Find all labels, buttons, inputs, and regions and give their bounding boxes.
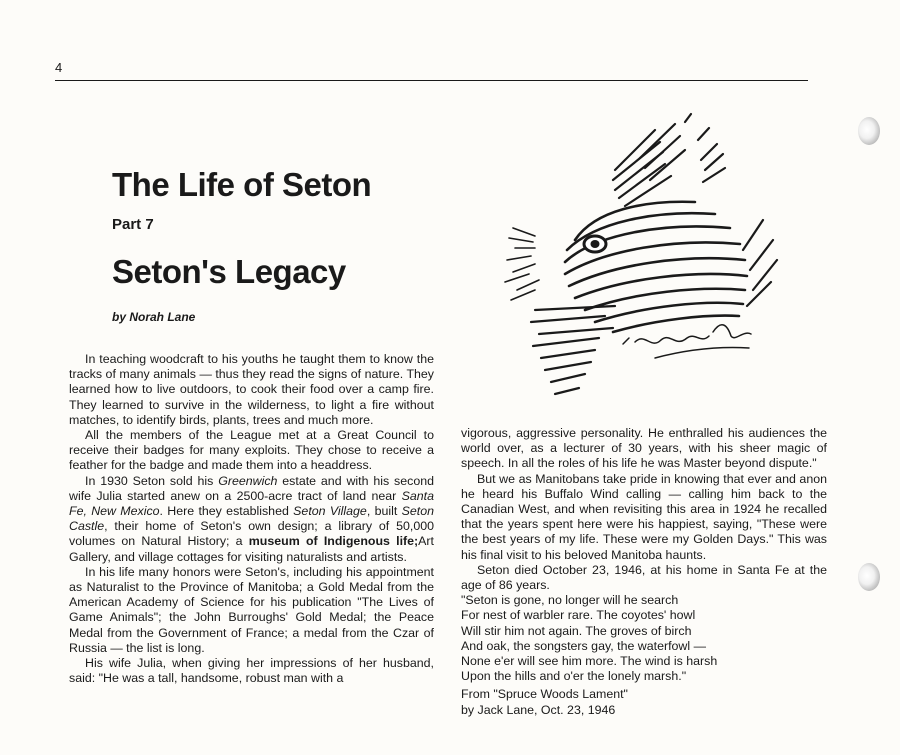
poem-line: "Seton is gone, no longer will he search [461,593,679,608]
article-title: The Life of Seton [112,166,372,203]
poem-line: Will stir him not again. The groves of birch [461,623,692,638]
place-seton-castle: Seton Castle [69,504,434,534]
poem [461,593,827,684]
text-run: estate and with his second wife Julia started anew on a 2500-acre tract of land near [69,473,435,503]
text-run: Art Gallery, and village cottages for visiting naturalists and artists. [69,534,434,564]
paragraph-great-council: All the members of the League met at a Great Council to receive their badges for many exploits. They chose to receive a feather for the badge and made them into a headdress. [69,428,434,473]
place-santa-fe: Santa Fe, New Mexico [69,488,434,519]
header-rule [55,80,808,81]
poem-source: From "Spruce Woods Lament" [461,687,628,702]
paragraph-death: Seton died October 23, 1946, at his home in Santa Fe at the age of 86 years. [461,562,827,593]
article-subtitle: Seton's Legacy [112,253,346,290]
museum-name: museum of Indigenous life; [248,534,419,549]
text-run: , built [366,504,402,519]
left-column [69,352,434,686]
paragraph-julia: His wife Julia, when giving her impressions of her husband, said: "He was a tall, handsome, robust man with a [69,656,434,686]
poem-line: None e'er will see him more. The wind is harsh [461,654,718,669]
poem-line: Upon the hills and o'er the lonely marsh." [461,669,687,684]
paragraph-manitobans: But we as Manitobans take pride in knowing that ever and anon he heard his Buffalo Wind calling — calling him back to the Canadian West, and when revisiting this area in 1924 he recalled that the years spent here were his happiest, saying, "These were the best years of my life. These were my Golden Days." This was his final visit to his beloved Manitoba haunts. [461,471,827,562]
byline: by Norah Lane [112,310,196,324]
right-column [461,426,827,718]
paragraph-seton-village [69,474,434,565]
page-number: 4 [55,60,63,75]
punch-hole-bottom [858,563,880,591]
poem-line: And oak, the songsters gay, the waterfowl — [461,638,706,653]
place-seton-village: Seton Village [293,504,367,519]
place-greenwich: Greenwich [218,473,278,488]
text-run: . Here they established [159,504,294,519]
punch-hole-top [858,117,880,145]
paragraph-woodcraft: In teaching woodcraft to his youths he taught them to know the tracks of many animals — thus they read the signs of nature. They learned how to live outdoors, to cook their food over a camp fire. They learned to survive in the wilderness, to light a fire without matches, to identify birds, plants, trees and much more. [69,352,434,427]
text-run: , their home of Seton's own design; a library of 50,000 volumes on Natural History; a [69,519,434,549]
poem-author: by Jack Lane, Oct. 23, 1946 [461,702,616,717]
poem-line: For nest of warbler rare. The coyotes' howl [461,608,696,623]
rabbit-illustration [495,110,785,400]
part-label: Part 7 [112,216,154,233]
paragraph-honors: In his life many honors were Seton's, including his appointment as Naturalist to the Province of Manitoba; a Gold Medal from the American Academy of Science for his publication "The Lives of Game Animals"; the John Burroughs' Gold Medal; the Peace Medal from the Government of France; a medal from the Czar of Russia — the list is long. [69,564,434,655]
text-run: In 1930 Seton sold his [85,473,219,488]
paragraph-continuation: vigorous, aggressive personality. He enthralled his audiences the world over, as a lecturer of 30 years, with his sheer magic of speech. In all the roles of his life he was Master beyond dispute." [461,426,827,471]
